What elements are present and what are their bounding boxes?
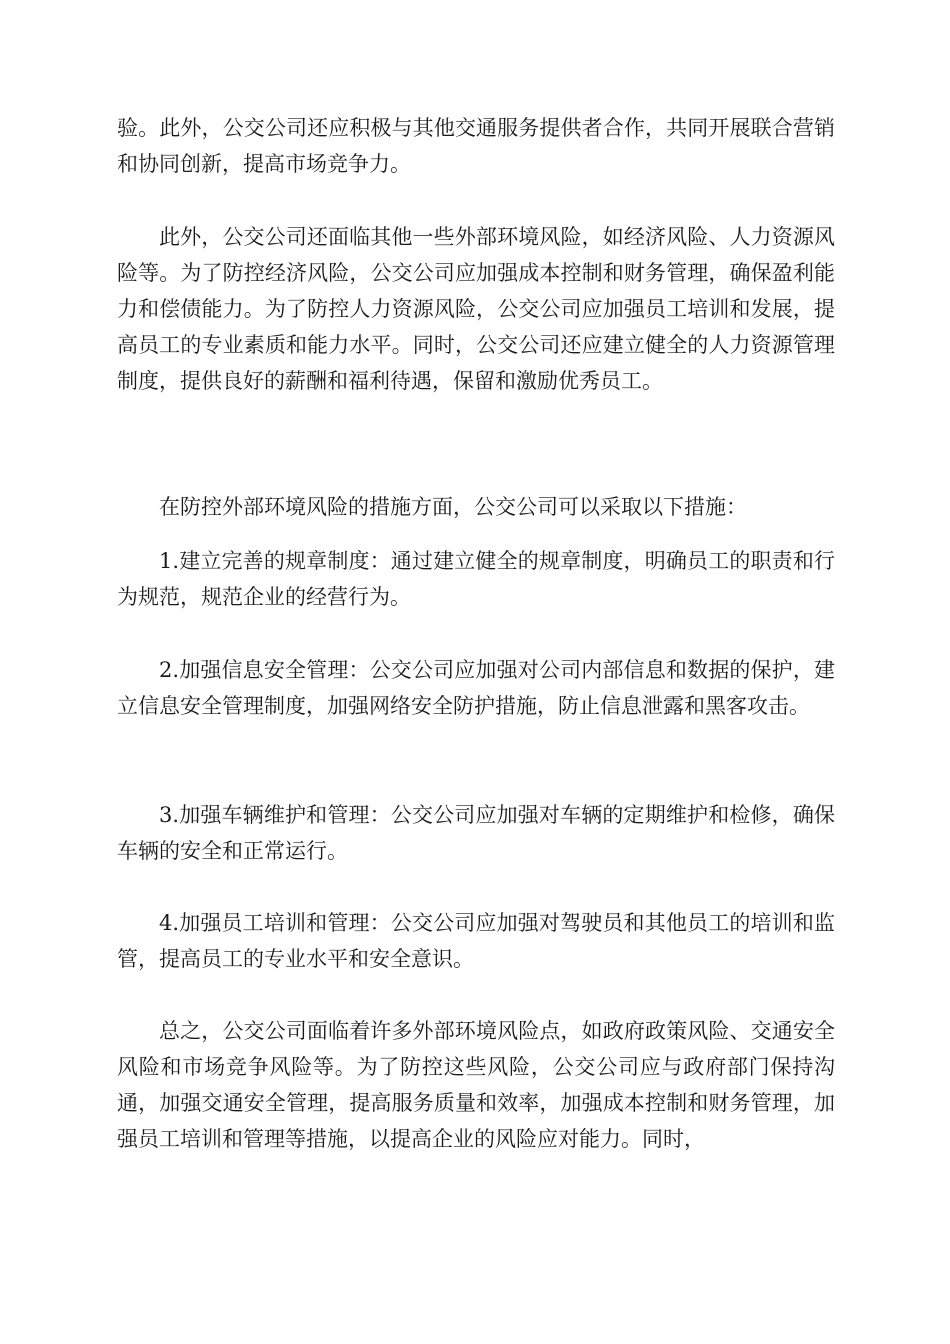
- paragraph-other-risks: 此外，公交公司还面临其他一些外部环境风险，如经济风险、人力资源风险等。为了防控经济风险，公交公司应加强成本控制和财务管理，确保盈利能力和偿债能力。为了防控人力资源风险，公交公司应加强员工培训和发展，提高员工的专业素质和能力水平。同时，公交公司还应建立健全的人力资源管理制度，提供良好的薪酬和福利待遇，保留和激励优秀员工。: [117, 225, 835, 393]
- list-item-vehicle-maintenance: 3.加强车辆维护和管理：公交公司应加强对车辆的定期维护和检修，确保车辆的安全和正常运行。: [117, 803, 835, 863]
- list-item-regulations: 1.建立完善的规章制度：通过建立健全的规章制度，明确员工的职责和行为规范，规范企业的经营行为。: [117, 549, 835, 609]
- paragraph-continuation: 验。此外，公交公司还应积极与其他交通服务提供者合作，共同开展联合营销和协同创新，提高市场竞争力。: [117, 116, 835, 176]
- list-item-staff-training: 4.加强员工培训和管理：公交公司应加强对驾驶员和其他员工的培训和监管，提高员工的专业水平和安全意识。: [117, 911, 835, 971]
- paragraph-measures-intro: 在防控外部环境风险的措施方面，公交公司可以采取以下措施：: [159, 495, 747, 519]
- paragraph-conclusion: 总之，公交公司面临着许多外部环境风险点，如政府政策风险、交通安全风险和市场竞争风险等。为了防控这些风险，公交公司应与政府部门保持沟通，加强交通安全管理，提高服务质量和效率，加强成本控制和财务管理，加强员工培训和管理等措施，以提高企业的风险应对能力。同时，: [117, 1019, 835, 1151]
- list-item-info-security: 2.加强信息安全管理：公交公司应加强对公司内部信息和数据的保护，建立信息安全管理制度，加强网络安全防护措施，防止信息泄露和黑客攻击。: [117, 658, 835, 718]
